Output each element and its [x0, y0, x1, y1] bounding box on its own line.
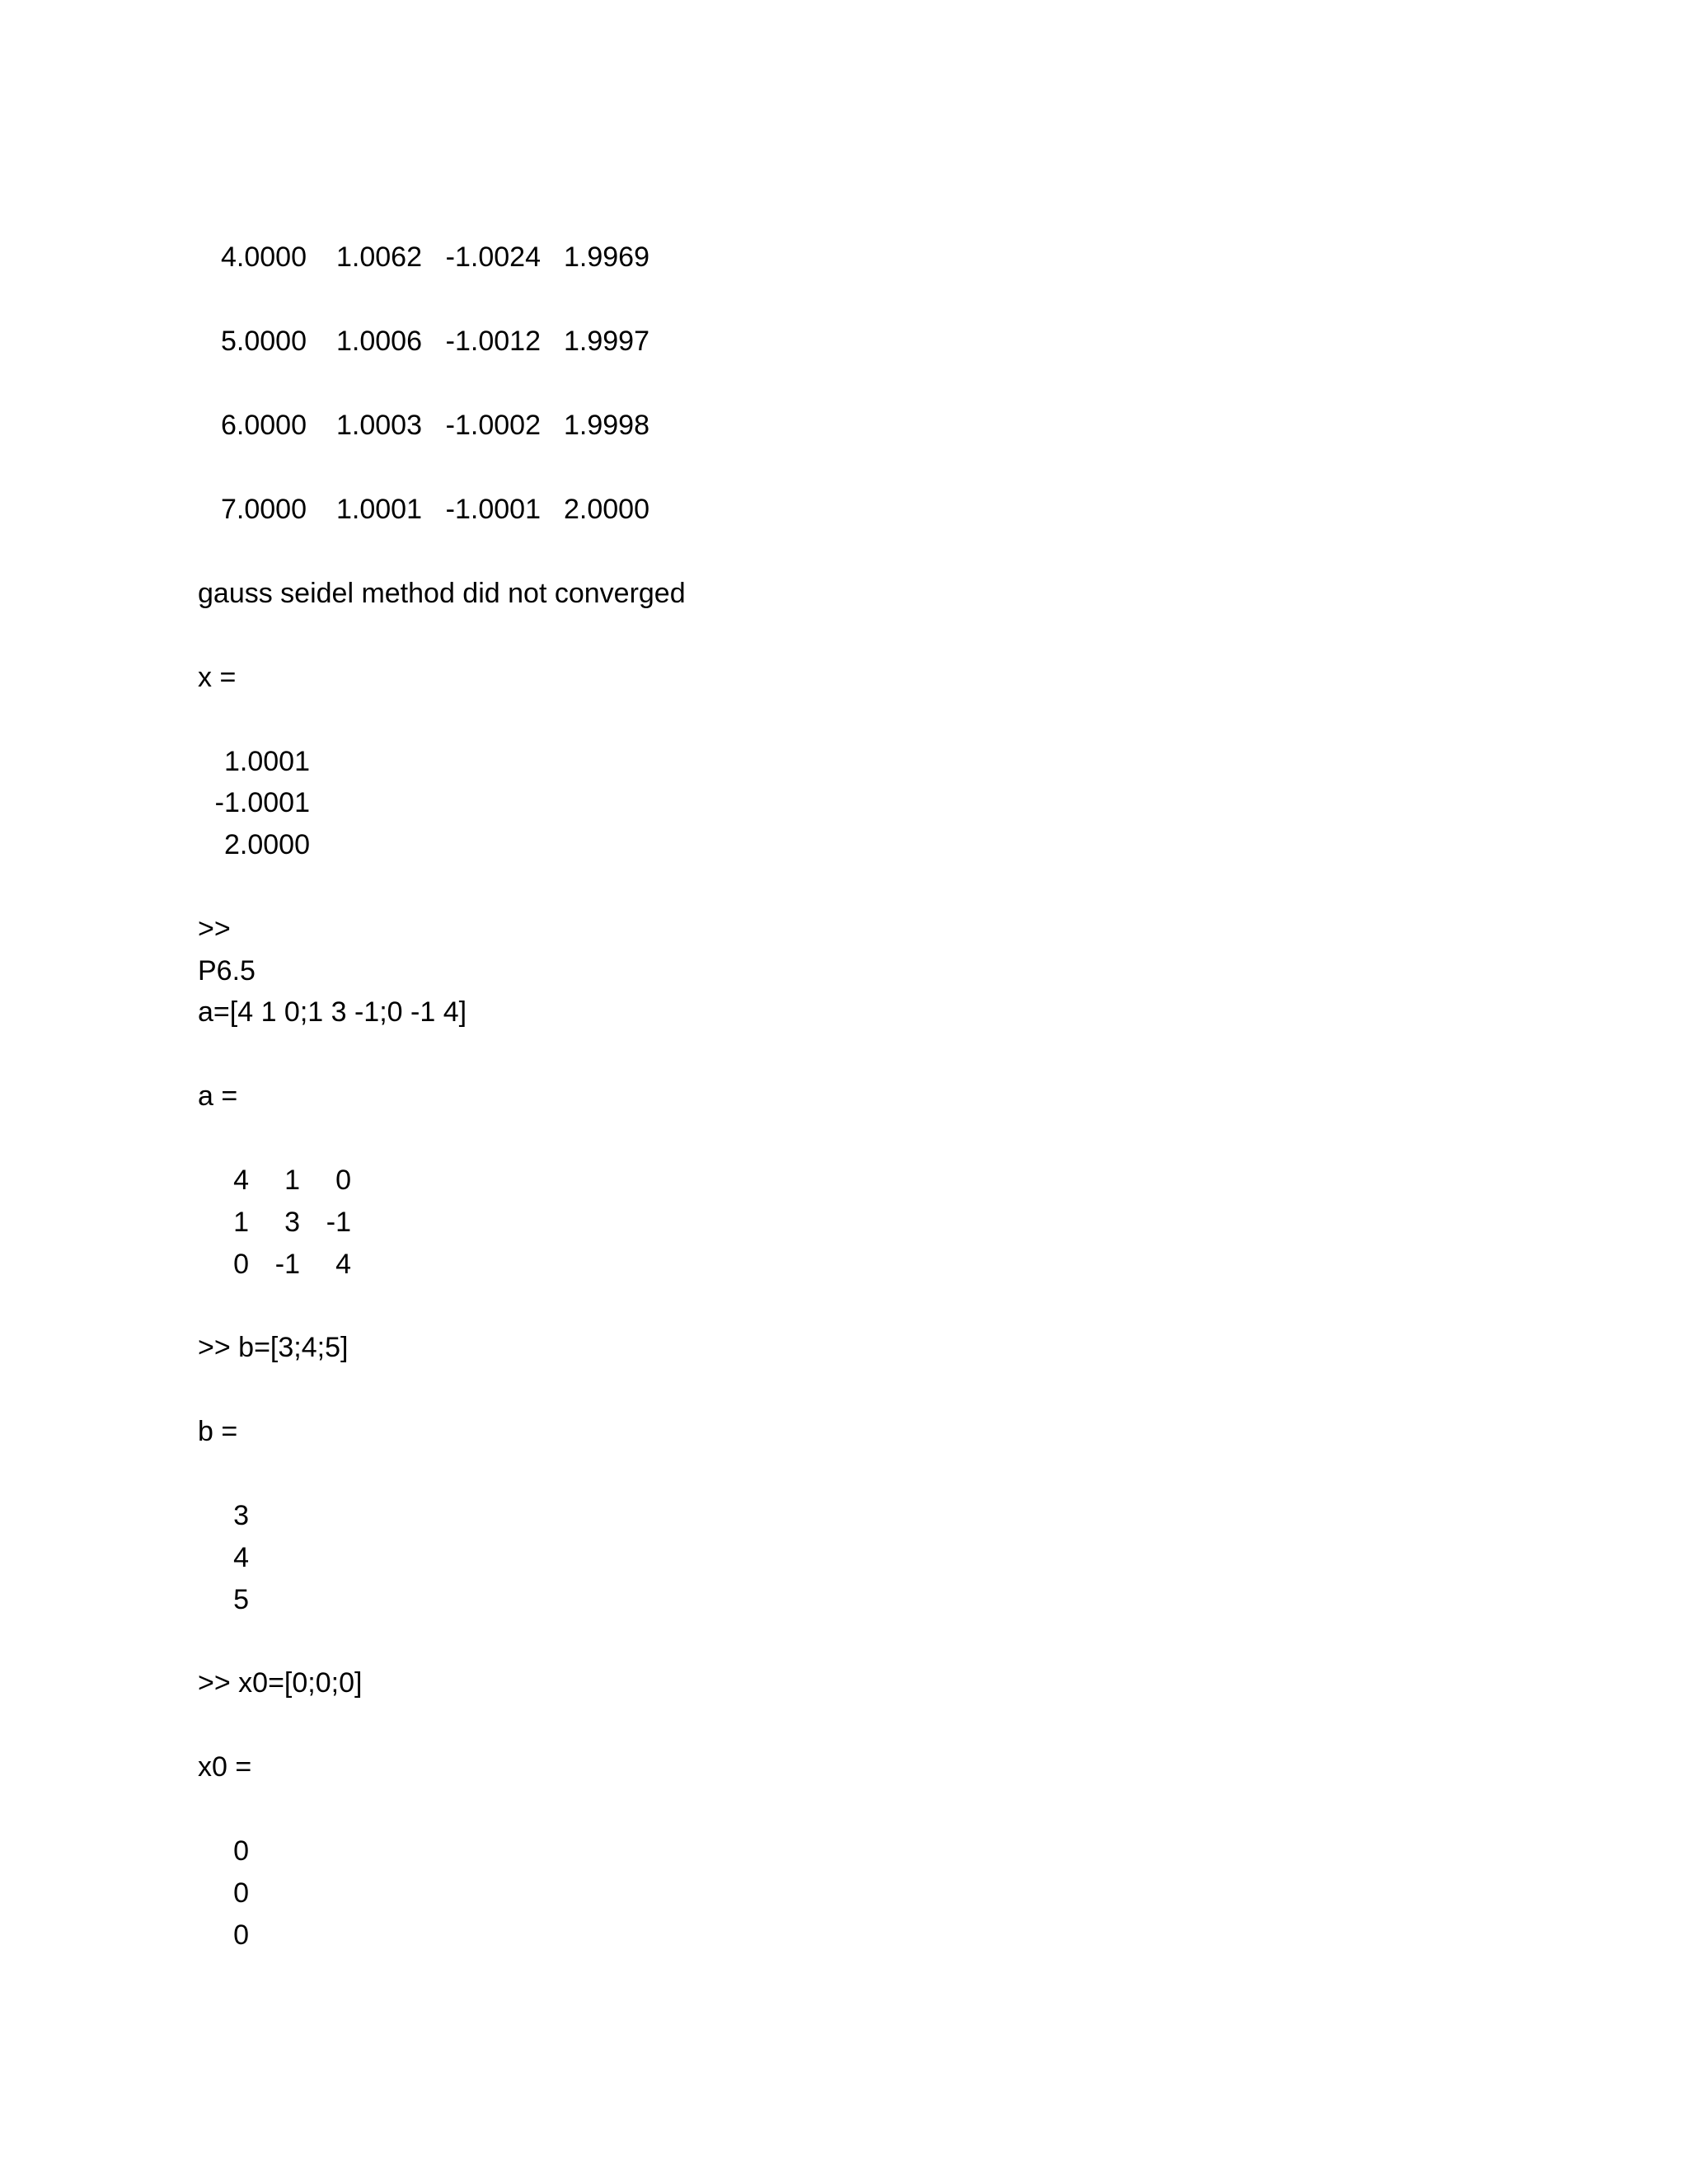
- iteration-cell: 1.0006: [336, 326, 422, 357]
- iteration-row: [198, 239, 649, 275]
- x-value-row: [198, 785, 310, 821]
- iteration-cell: 2.0000: [564, 494, 649, 525]
- iteration-cell: 1.9969: [564, 241, 649, 273]
- x0-value-row: [198, 1917, 249, 1953]
- x0-label: x0 =: [198, 1751, 252, 1783]
- iteration-cell: -1.0001: [445, 494, 541, 525]
- x0-value-row: [198, 1833, 249, 1869]
- b-value: 4: [233, 1542, 249, 1573]
- x-value-row: [198, 743, 310, 780]
- matrix-cell: 3: [284, 1207, 300, 1238]
- a-command: a=[4 1 0;1 3 -1;0 -1 4]: [198, 996, 467, 1028]
- x-value-row: [198, 827, 310, 863]
- matrix-cell: 4: [233, 1165, 249, 1196]
- iteration-row: [198, 323, 649, 359]
- iteration-cell: 1.0003: [336, 410, 422, 441]
- iteration-cell: -1.0002: [445, 410, 541, 441]
- matrix-cell: -1: [326, 1207, 351, 1238]
- iteration-cell: 1.0001: [336, 494, 422, 525]
- x0-value: 0: [233, 1835, 249, 1867]
- x-value: -1.0001: [214, 787, 310, 818]
- matrix-row: [198, 1162, 351, 1198]
- x-value: 1.0001: [224, 746, 310, 777]
- x-label: x =: [198, 662, 237, 693]
- matrix-cell: 0: [233, 1249, 249, 1280]
- status-message: gauss seidel method did not converged: [198, 578, 686, 609]
- b-value-row: [198, 1540, 249, 1576]
- iteration-row: [198, 491, 649, 527]
- b-command: >> b=[3;4;5]: [198, 1332, 349, 1363]
- iteration-cell: 4.0000: [221, 241, 307, 273]
- problem-label: P6.5: [198, 955, 256, 987]
- iteration-cell: 6.0000: [221, 410, 307, 441]
- b-label: b =: [198, 1416, 238, 1447]
- iteration-cell: -1.0012: [445, 326, 541, 357]
- iteration-row: [198, 407, 649, 443]
- matrix-cell: 0: [335, 1165, 351, 1196]
- iteration-cell: -1.0024: [445, 241, 541, 273]
- a-label: a =: [198, 1080, 238, 1112]
- iteration-cell: 1.9997: [564, 326, 649, 357]
- matrix-cell: 1: [233, 1207, 249, 1238]
- b-value: 5: [233, 1584, 249, 1615]
- matrix-row: [198, 1246, 351, 1282]
- x0-value: 0: [233, 1877, 249, 1909]
- matrix-row: [198, 1204, 351, 1240]
- x0-value: 0: [233, 1919, 249, 1951]
- x0-command: >> x0=[0;0;0]: [198, 1667, 363, 1699]
- iteration-cell: 7.0000: [221, 494, 307, 525]
- matrix-cell: 1: [284, 1165, 300, 1196]
- b-value-row: [198, 1582, 249, 1618]
- iteration-cell: 1.9998: [564, 410, 649, 441]
- command-prompt: >>: [198, 913, 231, 944]
- iteration-cell: 1.0062: [336, 241, 422, 273]
- b-value-row: [198, 1497, 249, 1534]
- x0-value-row: [198, 1875, 249, 1911]
- b-value: 3: [233, 1500, 249, 1531]
- iteration-cell: 5.0000: [221, 326, 307, 357]
- x-value: 2.0000: [224, 829, 310, 860]
- matrix-cell: 4: [335, 1249, 351, 1280]
- matrix-cell: -1: [274, 1249, 300, 1280]
